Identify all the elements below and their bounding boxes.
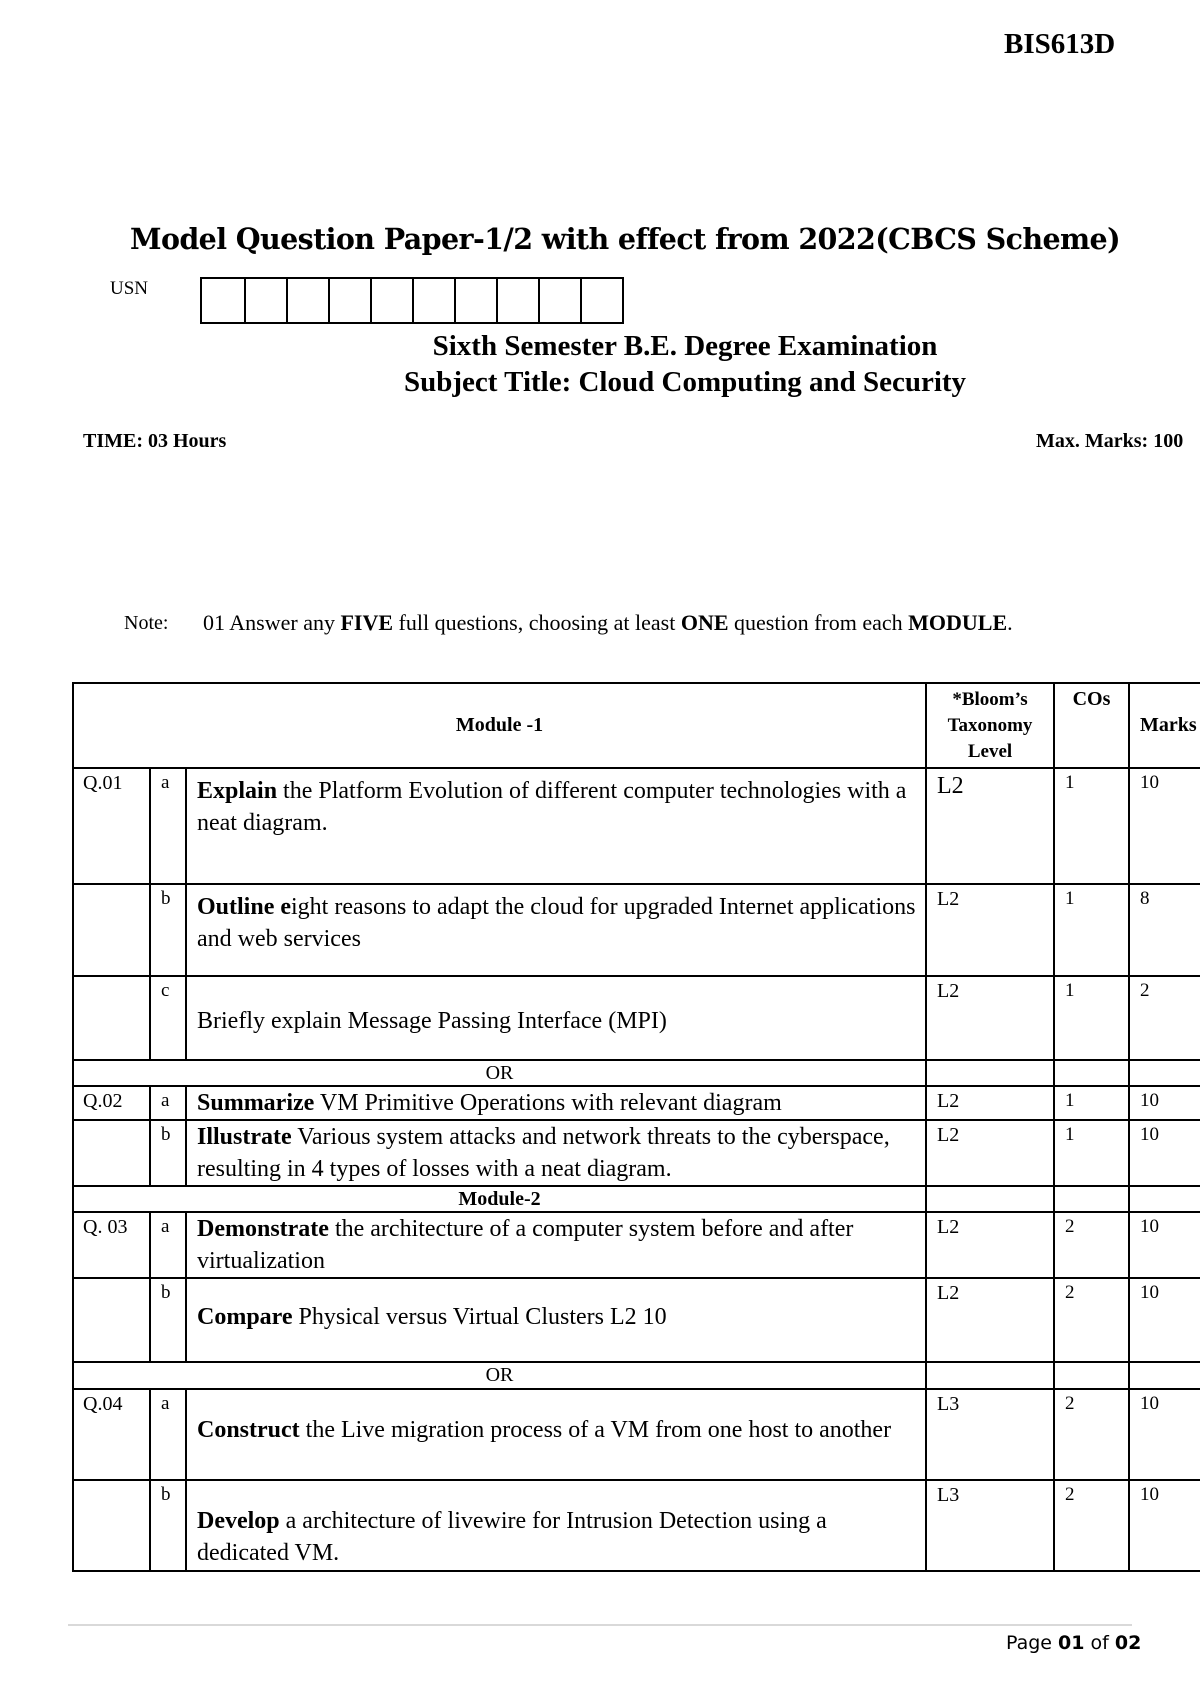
sub-question: a [150, 1212, 186, 1278]
usn-label: USN [110, 278, 149, 299]
question-body: Physical versus Virtual Clusters L2 10 [292, 1304, 667, 1330]
empty-cell [1054, 1362, 1129, 1389]
question-table [72, 682, 1200, 1572]
note-label: Note: [124, 612, 169, 634]
note-part: . [1007, 610, 1013, 635]
course-outcome: 1 [1054, 976, 1129, 1060]
question-text [186, 1389, 926, 1480]
marks: 8 [1129, 884, 1200, 976]
blooms-level: L2 [926, 1120, 1054, 1186]
question-body: ight reasons to adapt the cloud for upgraded Internet applications and web services [197, 894, 916, 952]
course-outcome: 1 [1054, 884, 1129, 976]
page-total: 02 [1114, 1632, 1142, 1654]
empty-cell [926, 1186, 1054, 1212]
empty-cell [926, 1362, 1054, 1389]
usn-box [412, 279, 454, 322]
blooms-level: L3 [926, 1480, 1054, 1571]
question-body: Briefly explain Message Passing Interface (MPI) [197, 1008, 667, 1034]
table-row [73, 1120, 1200, 1186]
usn-box [538, 279, 580, 322]
question-number [73, 1480, 150, 1571]
usn-box [202, 279, 244, 322]
empty-cell [1054, 1060, 1129, 1086]
exam-time: TIME: 03 Hours [83, 430, 227, 452]
sub-question: b [150, 1120, 186, 1186]
or-separator: OR [73, 1362, 926, 1389]
question-body: the architecture of a computer system before and after virtualization [197, 1216, 854, 1274]
max-marks: Max. Marks: 100 [1036, 430, 1184, 452]
or-row [73, 1060, 1200, 1086]
course-outcome: 2 [1054, 1278, 1129, 1362]
question-body: a architecture of livewire for Intrusion Detection using a dedicated VM. [197, 1508, 827, 1566]
semester-heading: Sixth Semester B.E. Degree Examination [432, 330, 938, 362]
empty-cell [1129, 1362, 1200, 1389]
question-text [186, 1212, 926, 1278]
question-text [186, 1278, 926, 1362]
table-row [73, 1086, 1200, 1120]
page-number [1006, 1632, 1141, 1654]
usn-box [286, 279, 328, 322]
table-row [73, 884, 1200, 976]
table-row [73, 1212, 1200, 1278]
marks-header: Marks [1129, 683, 1200, 768]
table-row [73, 768, 1200, 884]
action-verb: Construct [197, 1417, 300, 1443]
table-row [73, 976, 1200, 1060]
usn-box [244, 279, 286, 322]
blooms-level: L2 [926, 884, 1054, 976]
note-part: full questions, choosing at least [393, 610, 681, 635]
blooms-level: L3 [926, 1389, 1054, 1480]
marks: 10 [1129, 1278, 1200, 1362]
module-1-header: Module -1 [73, 683, 926, 768]
page-current: 01 [1058, 1632, 1085, 1654]
note-emphasis: FIVE [340, 610, 394, 635]
blooms-level: L2 [926, 1278, 1054, 1362]
cos-header: COs [1054, 683, 1129, 768]
usn-box [454, 279, 496, 322]
course-outcome: 1 [1054, 1120, 1129, 1186]
table-row [73, 1278, 1200, 1362]
action-verb: Outline e [197, 894, 291, 920]
question-text [186, 1480, 926, 1571]
table-row [73, 1389, 1200, 1480]
blooms-level: L2 [926, 1086, 1054, 1120]
action-verb: Illustrate [197, 1124, 292, 1150]
course-outcome: 2 [1054, 1212, 1129, 1278]
question-body: the Live migration process of a VM from one host to another [299, 1417, 892, 1443]
page-prefix: Page [1006, 1632, 1059, 1654]
sub-question: a [150, 1389, 186, 1480]
question-number [73, 1278, 150, 1362]
sub-question: a [150, 1086, 186, 1120]
empty-cell [926, 1060, 1054, 1086]
note-part: 01 Answer any [203, 610, 341, 635]
question-text [186, 768, 926, 884]
blooms-level: L2 [926, 1212, 1054, 1278]
marks: 10 [1129, 1480, 1200, 1571]
question-text [186, 1086, 926, 1120]
question-number: Q. 03 [73, 1212, 150, 1278]
marks: 10 [1129, 1120, 1200, 1186]
sub-question: c [150, 976, 186, 1060]
or-row [73, 1362, 1200, 1389]
question-number [73, 976, 150, 1060]
note-part: question from each [728, 610, 909, 635]
marks: 10 [1129, 1389, 1200, 1480]
course-outcome: 2 [1054, 1480, 1129, 1571]
usn-box [370, 279, 412, 322]
blooms-header: *Bloom’s Taxonomy Level [926, 683, 1054, 768]
action-verb: Explain [197, 778, 278, 804]
sub-question: b [150, 884, 186, 976]
note-emphasis: ONE [680, 610, 729, 635]
usn-box [496, 279, 538, 322]
question-text [186, 884, 926, 976]
usn-box [328, 279, 370, 322]
question-number [73, 1120, 150, 1186]
marks: 10 [1129, 768, 1200, 884]
action-verb: Demonstrate [197, 1216, 329, 1242]
table-row [73, 1480, 1200, 1571]
question-body: the Platform Evolution of different computer technologies with a neat diagram. [197, 778, 907, 836]
sub-question: a [150, 768, 186, 884]
course-outcome: 1 [1054, 1086, 1129, 1120]
marks: 10 [1129, 1212, 1200, 1278]
note-text [203, 610, 1013, 636]
marks: 10 [1129, 1086, 1200, 1120]
action-verb: Develop [197, 1508, 280, 1534]
question-number: Q.02 [73, 1086, 150, 1120]
blooms-level: L2 [926, 768, 1054, 884]
question-number: Q.04 [73, 1389, 150, 1480]
course-outcome: 2 [1054, 1389, 1129, 1480]
subject-title: Subject Title: Cloud Computing and Security [403, 366, 967, 398]
note-emphasis: MODULE [908, 610, 1008, 635]
footer-divider [68, 1624, 1132, 1626]
subject-code: BIS613D [1004, 28, 1116, 60]
question-body: Various system attacks and network threats to the cyberspace, resulting in 4 types of losses with a neat diagram. [197, 1124, 890, 1182]
paper-title: Model Question Paper-1/2 with effect from 2022(CBCS Scheme) [130, 222, 1120, 256]
blooms-level: L2 [926, 976, 1054, 1060]
action-verb: Summarize [197, 1090, 315, 1116]
module-2-header: Module-2 [73, 1186, 926, 1212]
empty-cell [1129, 1186, 1200, 1212]
usn-boxes [200, 277, 624, 324]
question-text [186, 976, 926, 1060]
module-row [73, 1186, 1200, 1212]
table-header-row [73, 683, 1200, 768]
sub-question: b [150, 1480, 186, 1571]
empty-cell [1129, 1060, 1200, 1086]
page-of: of [1084, 1632, 1115, 1654]
question-text [186, 1120, 926, 1186]
sub-question: b [150, 1278, 186, 1362]
or-separator: OR [73, 1060, 926, 1086]
question-body: VM Primitive Operations with relevant diagram [314, 1090, 782, 1116]
question-number: Q.01 [73, 768, 150, 884]
usn-box [580, 279, 622, 322]
course-outcome: 1 [1054, 768, 1129, 884]
action-verb: Compare [197, 1304, 293, 1330]
marks: 2 [1129, 976, 1200, 1060]
empty-cell [1054, 1186, 1129, 1212]
question-number [73, 884, 150, 976]
